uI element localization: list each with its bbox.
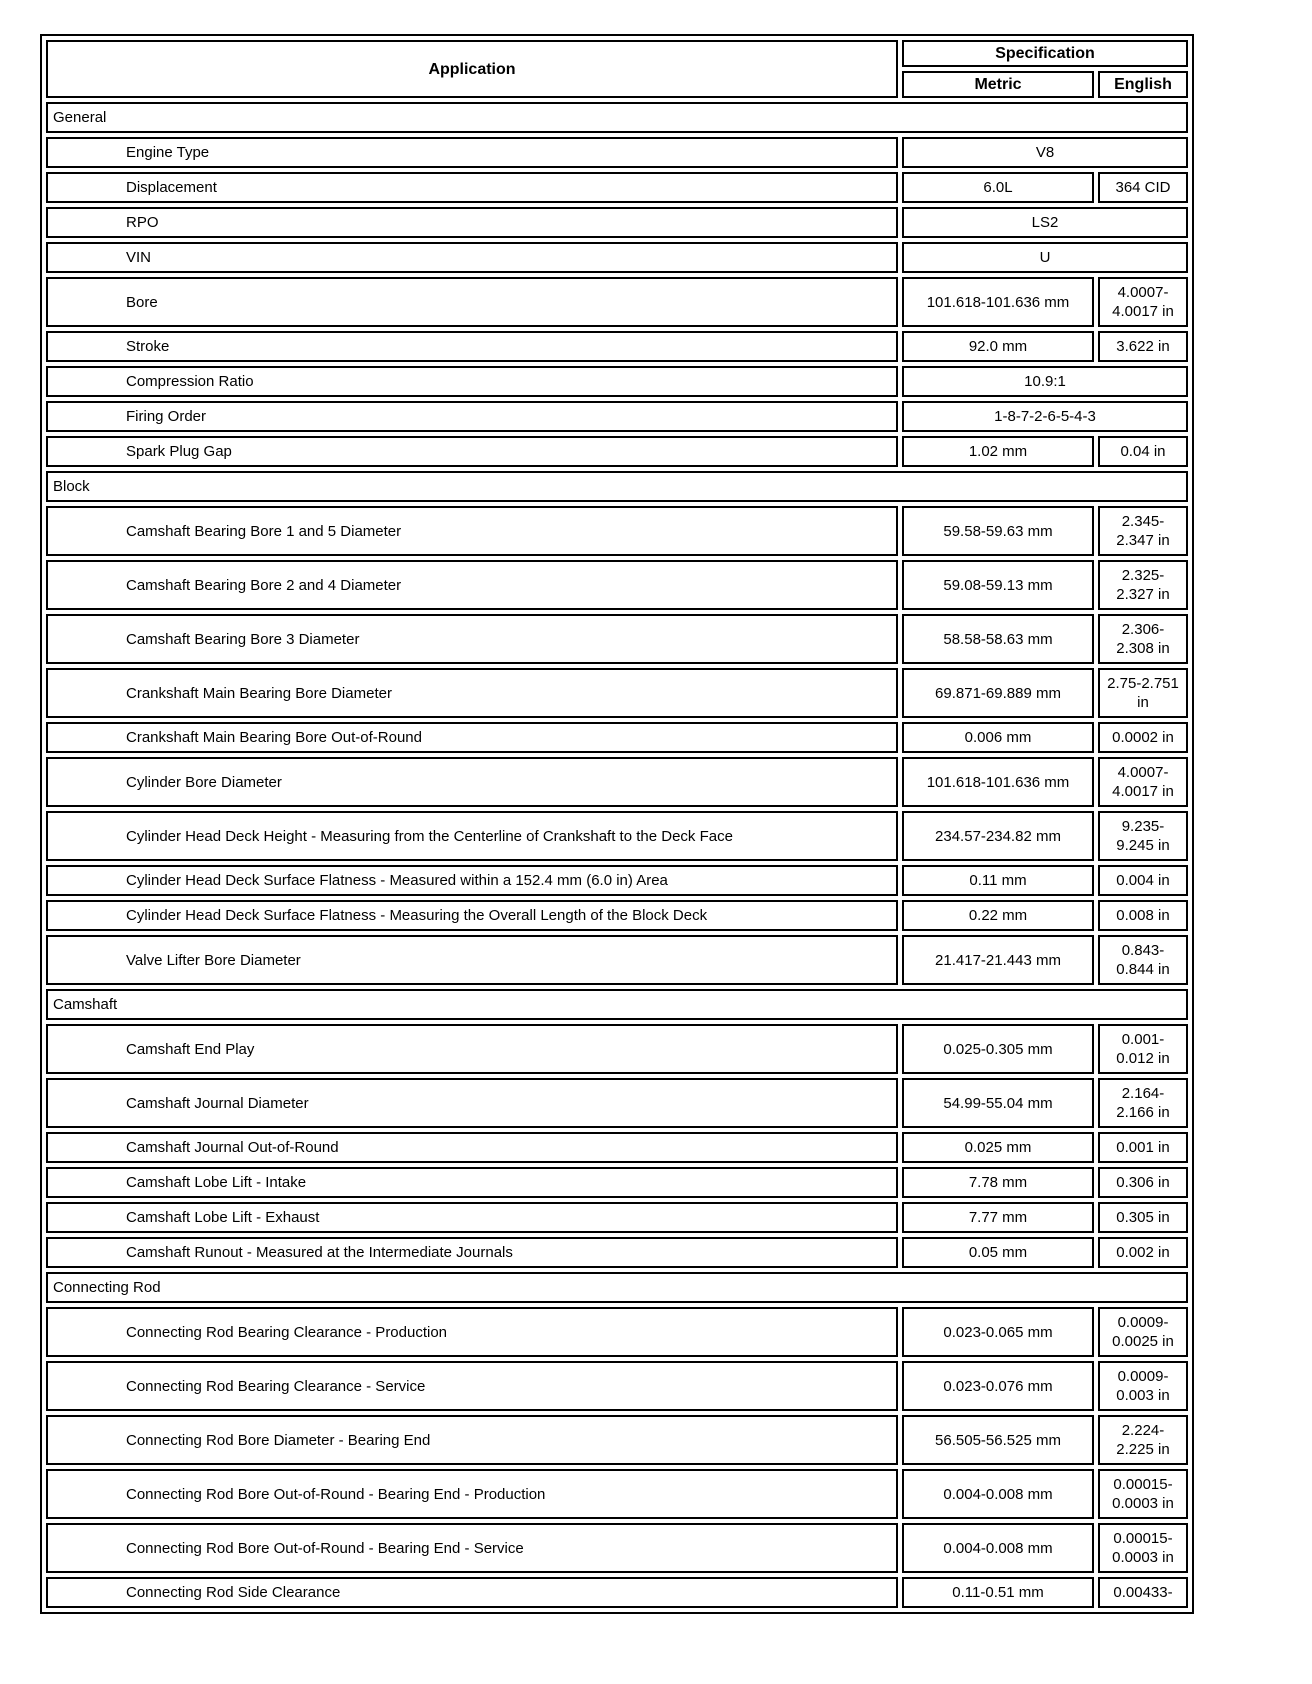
metric-value-cell: 234.57-234.82 mm (902, 811, 1094, 861)
english-value-cell: 0.305 in (1098, 1202, 1188, 1233)
english-value-cell: 2.306-2.308 in (1098, 614, 1188, 664)
english-value-cell: 0.00015-0.0003 in (1098, 1523, 1188, 1573)
application-cell: Connecting Rod Bore Out-of-Round - Bearing End - Service (46, 1523, 898, 1573)
spec-row (46, 865, 1188, 896)
metric-value-cell: 59.58-59.63 mm (902, 506, 1094, 556)
application-cell: Connecting Rod Bore Diameter - Bearing End (46, 1415, 898, 1465)
metric-value-cell: 7.77 mm (902, 1202, 1094, 1233)
english-value-cell: 0.04 in (1098, 436, 1188, 467)
spec-row (46, 1024, 1188, 1074)
english-value-cell: 0.002 in (1098, 1237, 1188, 1268)
application-cell: Cylinder Head Deck Surface Flatness - Measuring the Overall Length of the Block Deck (46, 900, 898, 931)
header-row-1 (46, 40, 1188, 67)
spec-row (46, 172, 1188, 203)
metric-value-cell: 69.871-69.889 mm (902, 668, 1094, 718)
metric-value-cell: 101.618-101.636 mm (902, 277, 1094, 327)
section-title: Connecting Rod (46, 1272, 1188, 1303)
section-row (46, 471, 1188, 502)
section-title: Block (46, 471, 1188, 502)
metric-value-cell: 7.78 mm (902, 1167, 1094, 1198)
metric-value-cell: 0.22 mm (902, 900, 1094, 931)
application-cell: Camshaft Runout - Measured at the Intermediate Journals (46, 1237, 898, 1268)
metric-value-cell: 0.025 mm (902, 1132, 1094, 1163)
metric-value-cell: 0.05 mm (902, 1237, 1094, 1268)
spec-row (46, 1078, 1188, 1128)
english-value-cell: 0.00015-0.0003 in (1098, 1469, 1188, 1519)
combined-value-cell: 10.9:1 (902, 366, 1188, 397)
english-value-cell: 364 CID (1098, 172, 1188, 203)
english-value-cell: 0.0009-0.003 in (1098, 1361, 1188, 1411)
application-cell: Camshaft Lobe Lift - Exhaust (46, 1202, 898, 1233)
english-value-cell: 0.00433- (1098, 1577, 1188, 1608)
combined-value-cell: 1-8-7-2-6-5-4-3 (902, 401, 1188, 432)
section-row (46, 1272, 1188, 1303)
combined-value-cell: V8 (902, 137, 1188, 168)
section-title: Camshaft (46, 989, 1188, 1020)
metric-value-cell: 101.618-101.636 mm (902, 757, 1094, 807)
metric-value-cell: 56.505-56.525 mm (902, 1415, 1094, 1465)
metric-value-cell: 0.025-0.305 mm (902, 1024, 1094, 1074)
spec-row (46, 436, 1188, 467)
spec-table-body (46, 102, 1188, 1608)
spec-row (46, 1577, 1188, 1608)
metric-value-cell: 59.08-59.13 mm (902, 560, 1094, 610)
spec-row (46, 1202, 1188, 1233)
spec-table-header (46, 40, 1188, 98)
english-value-cell: 0.008 in (1098, 900, 1188, 931)
application-cell: Compression Ratio (46, 366, 898, 397)
spec-row (46, 1307, 1188, 1357)
english-value-cell: 0.0009-0.0025 in (1098, 1307, 1188, 1357)
section-title: General (46, 102, 1188, 133)
english-value-cell: 4.0007-4.0017 in (1098, 757, 1188, 807)
spec-row (46, 1523, 1188, 1573)
metric-value-cell: 0.11-0.51 mm (902, 1577, 1094, 1608)
application-cell: Engine Type (46, 137, 898, 168)
spec-row (46, 242, 1188, 273)
english-value-cell: 0.004 in (1098, 865, 1188, 896)
spec-row (46, 1469, 1188, 1519)
spec-row (46, 614, 1188, 664)
spec-row (46, 1237, 1188, 1268)
metric-value-cell: 0.004-0.008 mm (902, 1469, 1094, 1519)
spec-row (46, 277, 1188, 327)
english-value-cell: 0.843-0.844 in (1098, 935, 1188, 985)
application-cell: Camshaft Bearing Bore 3 Diameter (46, 614, 898, 664)
english-value-cell: 2.224-2.225 in (1098, 1415, 1188, 1465)
metric-value-cell: 21.417-21.443 mm (902, 935, 1094, 985)
metric-value-cell: 0.006 mm (902, 722, 1094, 753)
application-cell: Crankshaft Main Bearing Bore Diameter (46, 668, 898, 718)
english-value-cell: 2.75-2.751 in (1098, 668, 1188, 718)
metric-value-cell: 58.58-58.63 mm (902, 614, 1094, 664)
spec-row (46, 811, 1188, 861)
spec-row (46, 331, 1188, 362)
application-cell: Valve Lifter Bore Diameter (46, 935, 898, 985)
metric-value-cell: 0.023-0.076 mm (902, 1361, 1094, 1411)
application-cell: Firing Order (46, 401, 898, 432)
spec-row (46, 668, 1188, 718)
english-column-header: English (1098, 71, 1188, 98)
spec-row (46, 137, 1188, 168)
english-value-cell: 2.345-2.347 in (1098, 506, 1188, 556)
spec-row (46, 1415, 1188, 1465)
english-value-cell: 2.164-2.166 in (1098, 1078, 1188, 1128)
application-cell: Connecting Rod Bearing Clearance - Production (46, 1307, 898, 1357)
spec-row (46, 1167, 1188, 1198)
spec-row (46, 935, 1188, 985)
english-value-cell: 0.0002 in (1098, 722, 1188, 753)
application-cell: Cylinder Head Deck Height - Measuring from the Centerline of Crankshaft to the Deck Face (46, 811, 898, 861)
application-cell: Bore (46, 277, 898, 327)
metric-value-cell: 0.004-0.008 mm (902, 1523, 1094, 1573)
english-value-cell: 0.306 in (1098, 1167, 1188, 1198)
application-cell: Connecting Rod Bearing Clearance - Service (46, 1361, 898, 1411)
spec-row (46, 560, 1188, 610)
application-column-header: Application (46, 40, 898, 98)
engine-specifications-table (40, 34, 1194, 1614)
spec-row (46, 401, 1188, 432)
metric-value-cell: 6.0L (902, 172, 1094, 203)
specification-column-header: Specification (902, 40, 1188, 67)
spec-row (46, 757, 1188, 807)
application-cell: Camshaft Lobe Lift - Intake (46, 1167, 898, 1198)
application-cell: Cylinder Head Deck Surface Flatness - Measured within a 152.4 mm (6.0 in) Area (46, 865, 898, 896)
english-value-cell: 0.001 in (1098, 1132, 1188, 1163)
application-cell: Camshaft Journal Diameter (46, 1078, 898, 1128)
application-cell: Spark Plug Gap (46, 436, 898, 467)
spec-row (46, 900, 1188, 931)
metric-value-cell: 0.023-0.065 mm (902, 1307, 1094, 1357)
spec-row (46, 207, 1188, 238)
spec-row (46, 506, 1188, 556)
combined-value-cell: U (902, 242, 1188, 273)
application-cell: VIN (46, 242, 898, 273)
application-cell: Camshaft Journal Out-of-Round (46, 1132, 898, 1163)
english-value-cell: 4.0007-4.0017 in (1098, 277, 1188, 327)
english-value-cell: 9.235-9.245 in (1098, 811, 1188, 861)
application-cell: Crankshaft Main Bearing Bore Out-of-Round (46, 722, 898, 753)
metric-value-cell: 0.11 mm (902, 865, 1094, 896)
english-value-cell: 2.325-2.327 in (1098, 560, 1188, 610)
application-cell: Connecting Rod Bore Out-of-Round - Bearing End - Production (46, 1469, 898, 1519)
application-cell: RPO (46, 207, 898, 238)
english-value-cell: 3.622 in (1098, 331, 1188, 362)
metric-value-cell: 1.02 mm (902, 436, 1094, 467)
spec-row (46, 1361, 1188, 1411)
section-row (46, 102, 1188, 133)
combined-value-cell: LS2 (902, 207, 1188, 238)
application-cell: Connecting Rod Side Clearance (46, 1577, 898, 1608)
spec-row (46, 366, 1188, 397)
section-row (46, 989, 1188, 1020)
application-cell: Displacement (46, 172, 898, 203)
metric-column-header: Metric (902, 71, 1094, 98)
application-cell: Camshaft Bearing Bore 1 and 5 Diameter (46, 506, 898, 556)
application-cell: Camshaft End Play (46, 1024, 898, 1074)
application-cell: Cylinder Bore Diameter (46, 757, 898, 807)
metric-value-cell: 54.99-55.04 mm (902, 1078, 1094, 1128)
application-cell: Camshaft Bearing Bore 2 and 4 Diameter (46, 560, 898, 610)
metric-value-cell: 92.0 mm (902, 331, 1094, 362)
application-cell: Stroke (46, 331, 898, 362)
spec-row (46, 1132, 1188, 1163)
english-value-cell: 0.001-0.012 in (1098, 1024, 1188, 1074)
spec-row (46, 722, 1188, 753)
